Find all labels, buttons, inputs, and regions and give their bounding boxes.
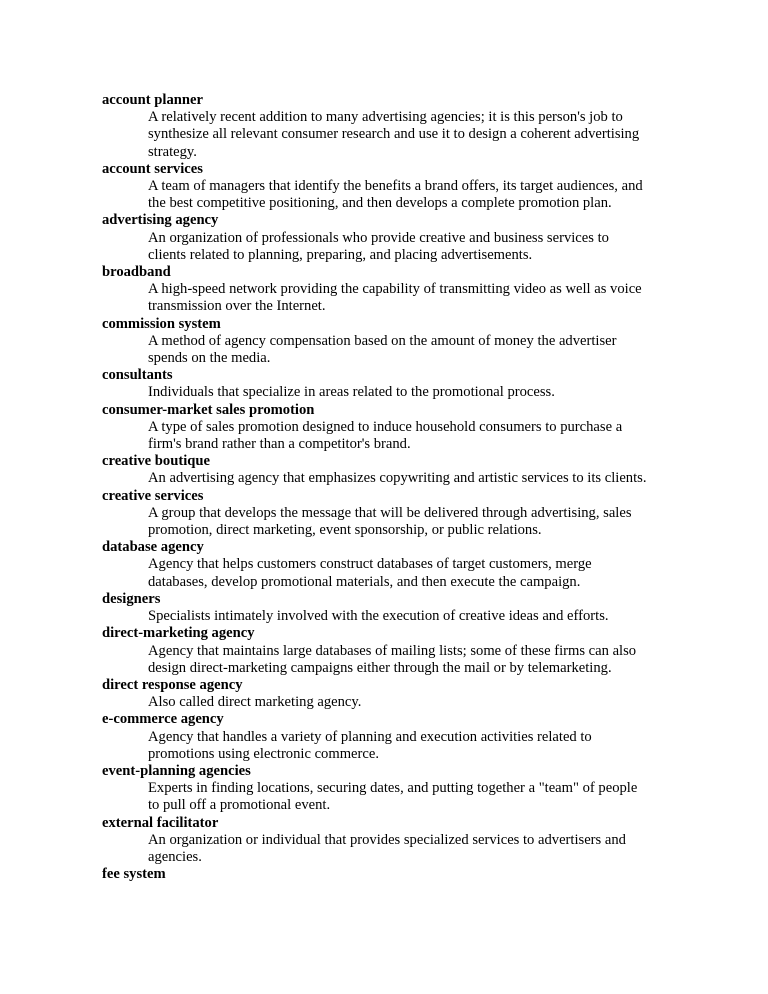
definition-line: to pull off a promotional event. <box>148 797 331 814</box>
definition-line: the best competitive positioning, and then develops a complete promotion plan. <box>148 195 612 212</box>
glossary-definition <box>148 780 682 814</box>
definition-line: An advertising agency that emphasizes copywriting and artistic services to its clients. <box>148 470 647 487</box>
glossary-definition <box>148 470 682 487</box>
glossary-term: database agency <box>102 539 204 556</box>
glossary-term: creative boutique <box>102 453 210 470</box>
glossary-entry <box>102 539 682 591</box>
glossary-definition <box>148 643 682 677</box>
definition-line: Agency that maintains large databases of mailing lists; some of these firms can also <box>148 642 637 659</box>
definition-line: A relatively recent addition to many advertising agencies; it is this person's job to <box>148 109 623 126</box>
definition-line: A type of sales promotion designed to induce household consumers to purchase a <box>148 418 623 435</box>
glossary-definition <box>148 281 682 315</box>
glossary-definition <box>148 384 682 401</box>
definition-line: agencies. <box>148 848 202 865</box>
glossary-definition <box>148 230 682 264</box>
glossary-definition <box>148 109 682 161</box>
glossary-term: direct response agency <box>102 676 243 693</box>
glossary-definition <box>148 333 682 367</box>
glossary-definition <box>148 556 682 590</box>
definition-line: clients related to planning, preparing, and placing advertisements. <box>148 246 533 263</box>
glossary-term: advertising agency <box>102 212 219 229</box>
definition-line: databases, develop promotional materials, and then execute the campaign. <box>148 573 581 590</box>
definition-line: An organization or individual that provides specialized services to advertisers and <box>148 831 626 848</box>
glossary-definition <box>148 419 682 453</box>
glossary-term: account planner <box>102 92 203 108</box>
definition-line: transmission over the Internet. <box>148 298 326 315</box>
glossary-entry <box>102 763 682 815</box>
glossary-term: fee system <box>102 866 166 883</box>
glossary-entry <box>102 92 682 161</box>
definition-line: Individuals that specialize in areas related to the promotional process. <box>148 384 555 401</box>
glossary-entry <box>102 453 682 487</box>
glossary-entry <box>102 316 682 368</box>
glossary-entry <box>102 711 682 763</box>
definition-line: A high-speed network providing the capability of transmitting video as well as voice <box>148 281 642 298</box>
definition-line: spends on the media. <box>148 350 271 367</box>
glossary-entry <box>102 677 682 711</box>
glossary-entry <box>102 866 682 883</box>
glossary-definition <box>148 178 682 212</box>
definition-line: promotions using electronic commerce. <box>148 745 379 762</box>
glossary-entry <box>102 591 682 625</box>
glossary-term: external facilitator <box>102 814 219 831</box>
definition-line: promotion, direct marketing, event sponsorship, or public relations. <box>148 522 542 539</box>
glossary-term: broadband <box>102 264 171 281</box>
definition-line: An organization of professionals who provide creative and business services to <box>148 229 609 246</box>
definition-line: A method of agency compensation based on the amount of money the advertiser <box>148 332 617 349</box>
glossary-entry <box>102 367 682 401</box>
glossary-definition <box>148 505 682 539</box>
glossary-entry <box>102 488 682 540</box>
glossary-entry <box>102 815 682 867</box>
glossary-term: designers <box>102 590 161 607</box>
glossary-entry <box>102 161 682 213</box>
definition-line: design direct-marketing campaigns either through the mail or by telemarketing. <box>148 659 612 676</box>
glossary-term: e-commerce agency <box>102 711 224 728</box>
definition-line: firm's brand rather than a competitor's brand. <box>148 436 411 453</box>
definition-line: Experts in finding locations, securing dates, and putting together a "team" of people <box>148 780 638 797</box>
glossary-term: consumer-market sales promotion <box>102 401 315 418</box>
glossary-entry <box>102 264 682 316</box>
glossary-term: account services <box>102 160 203 177</box>
glossary-definition <box>148 832 682 866</box>
glossary-definition <box>148 694 682 711</box>
definition-line: A group that develops the message that will be delivered through advertising, sales <box>148 504 632 521</box>
definition-line: strategy. <box>148 143 197 160</box>
glossary-term: direct-marketing agency <box>102 625 255 642</box>
glossary-page <box>102 92 682 883</box>
glossary-term: event-planning agencies <box>102 762 251 779</box>
glossary-definition <box>148 729 682 763</box>
glossary-term: consultants <box>102 367 173 384</box>
glossary-entry <box>102 625 682 677</box>
definition-line: Agency that helps customers construct databases of target customers, merge <box>148 556 592 573</box>
definition-line: Agency that handles a variety of planning and execution activities related to <box>148 728 592 745</box>
glossary-definition <box>148 608 682 625</box>
definition-line: Specialists intimately involved with the execution of creative ideas and efforts. <box>148 608 609 625</box>
glossary-entry <box>102 402 682 454</box>
glossary-entry <box>102 212 682 264</box>
definition-line: synthesize all relevant consumer research and use it to design a coherent advertising <box>148 126 640 143</box>
glossary-term: creative services <box>102 487 204 504</box>
definition-line: A team of managers that identify the benefits a brand offers, its target audiences, and <box>148 178 643 195</box>
glossary-term: commission system <box>102 315 221 332</box>
definition-line: Also called direct marketing agency. <box>148 694 362 711</box>
